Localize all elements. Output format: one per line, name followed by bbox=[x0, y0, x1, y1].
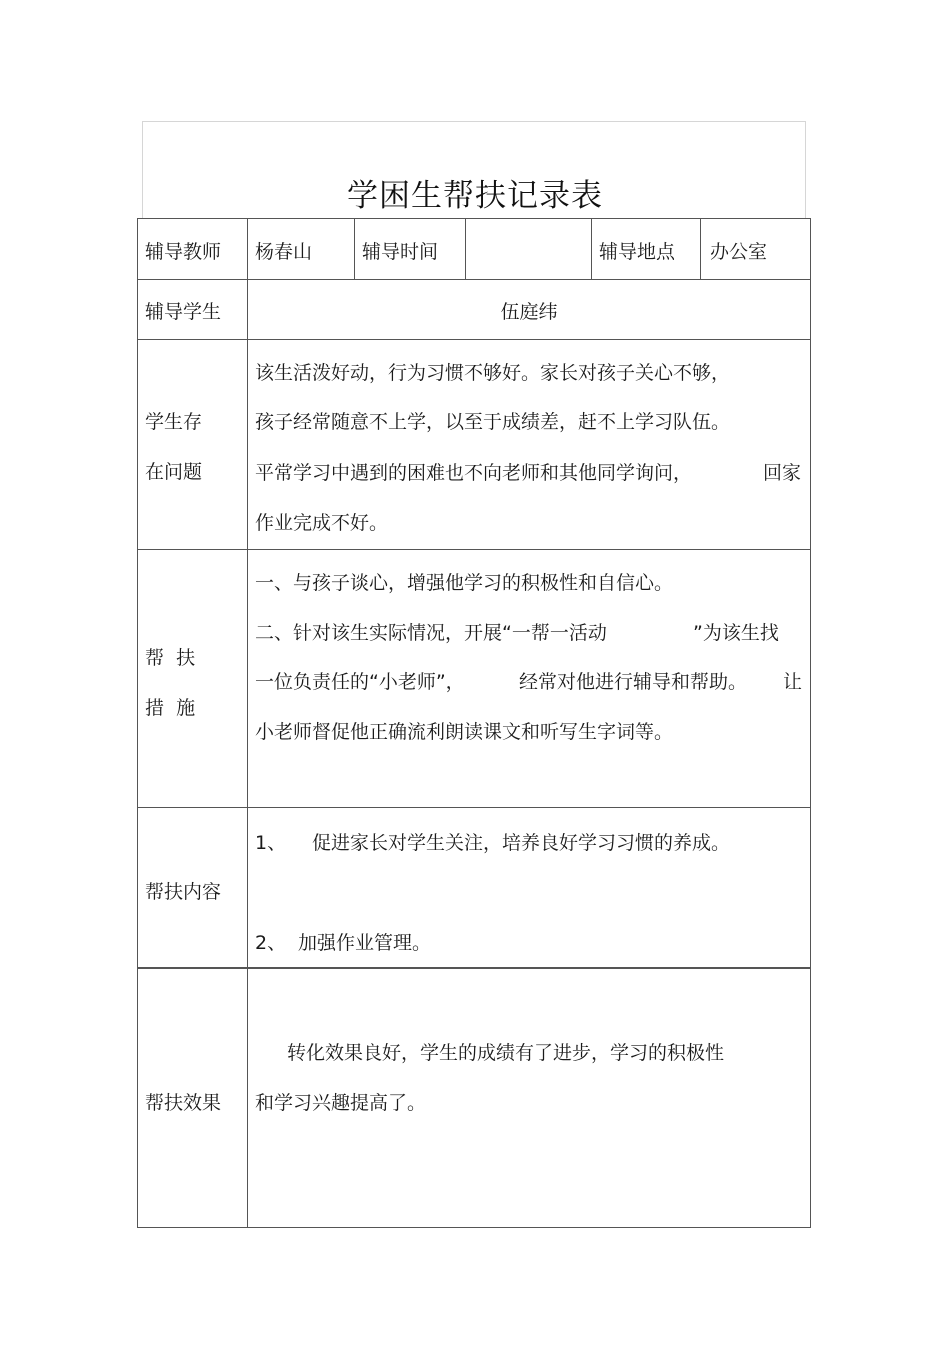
column-divider bbox=[247, 218, 248, 1228]
table-border-left bbox=[137, 218, 138, 1228]
student-label: 辅导学生 bbox=[145, 301, 222, 323]
content-item2-text: 加强作业管理。 bbox=[298, 932, 432, 954]
row-divider bbox=[137, 967, 811, 969]
row-divider bbox=[137, 339, 811, 340]
table-border-top bbox=[137, 218, 811, 219]
row-divider bbox=[137, 807, 811, 808]
teacher-label: 辅导教师 bbox=[145, 241, 222, 263]
table-border-bottom bbox=[137, 1227, 811, 1228]
column-divider bbox=[591, 218, 592, 279]
table-border-right bbox=[810, 218, 811, 1228]
student-value: 伍庭纬 bbox=[500, 301, 558, 323]
measures-line: 经常对他进行辅导和帮助。 bbox=[519, 671, 748, 693]
content-item1-number: 1、 bbox=[255, 832, 287, 854]
problems-line: 作业完成不好。 bbox=[255, 512, 389, 534]
measures-line: 一、与孩子谈心，增强他学习的积极性和自信心。 bbox=[255, 572, 674, 594]
measures-label-line2: 措 施 bbox=[145, 697, 196, 719]
column-divider bbox=[465, 218, 466, 279]
teacher-value: 杨春山 bbox=[255, 241, 313, 263]
place-label: 辅导地点 bbox=[599, 241, 676, 263]
problems-line: 平常学习中遇到的困难也不向老师和其他同学询问， bbox=[255, 462, 693, 484]
row-divider bbox=[137, 549, 811, 550]
measures-line: ”为该生找 bbox=[693, 622, 779, 644]
page-title: 学困生帮扶记录表 bbox=[347, 178, 603, 214]
problems-line: 孩子经常随意不上学，以至于成绩差，赶不上学习队伍。 bbox=[255, 411, 731, 433]
problems-label-line2: 在问题 bbox=[145, 461, 203, 483]
time-label: 辅导时间 bbox=[362, 241, 439, 263]
measures-label-line1: 帮 扶 bbox=[145, 647, 196, 669]
measures-line: 二、针对该生实际情况，开展“一帮一活动 bbox=[255, 622, 607, 644]
measures-line: 一位负责任的“小老师”， bbox=[255, 671, 465, 693]
measures-line: 让 bbox=[783, 671, 803, 693]
column-divider bbox=[354, 218, 355, 279]
problems-line: 该生活泼好动，行为习惯不够好。家长对孩子关心不够， bbox=[255, 362, 731, 384]
content-item2-number: 2、 bbox=[255, 932, 287, 954]
effect-label: 帮扶效果 bbox=[145, 1092, 222, 1114]
record-table bbox=[137, 218, 811, 1228]
effect-line: 和学习兴趣提高了。 bbox=[255, 1092, 427, 1114]
measures-line: 小老师督促他正确流利朗读课文和听写生字词等。 bbox=[255, 721, 674, 743]
problems-label-line1: 学生存 bbox=[145, 411, 203, 433]
place-value: 办公室 bbox=[710, 241, 768, 263]
content-item1-text: 促进家长对学生关注，培养良好学习习惯的养成。 bbox=[312, 832, 731, 854]
problems-line: 回家 bbox=[763, 462, 802, 484]
row-divider bbox=[137, 279, 811, 280]
effect-line: 转化效果良好，学生的成绩有了进步，学习的积极性 bbox=[287, 1042, 725, 1064]
content-label: 帮扶内容 bbox=[145, 881, 222, 903]
column-divider bbox=[700, 218, 701, 279]
